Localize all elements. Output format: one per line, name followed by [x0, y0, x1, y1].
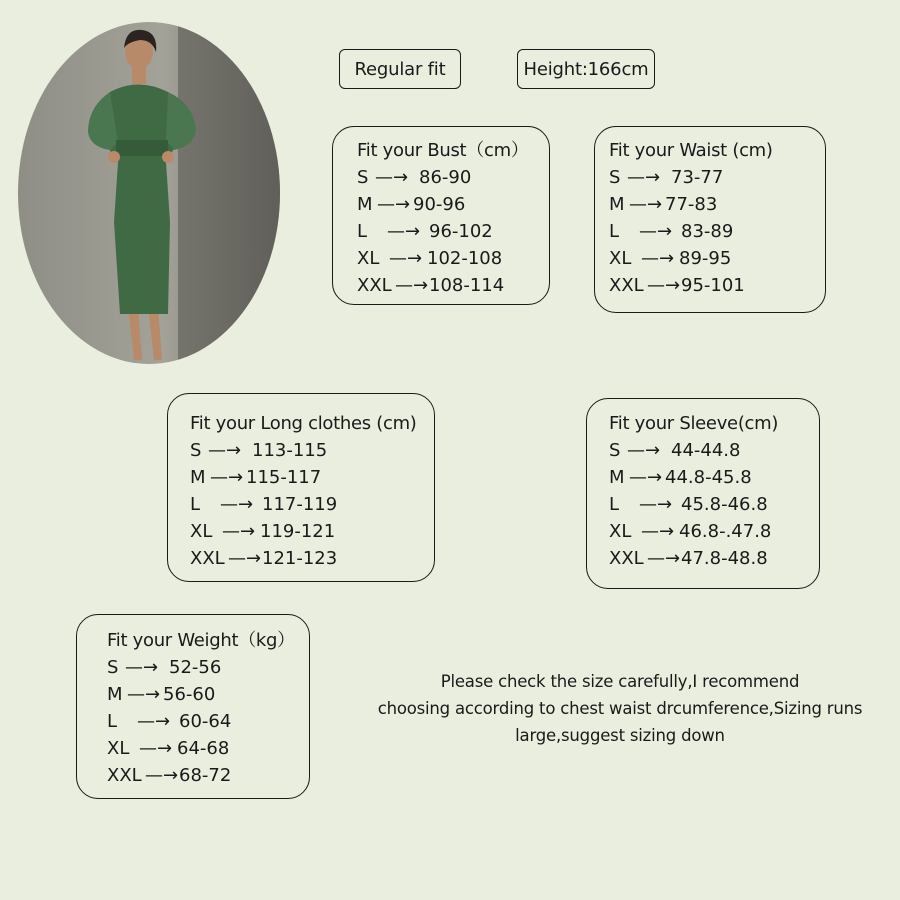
size-value: 64-68	[177, 738, 230, 759]
arrow-icon: —→	[125, 657, 159, 678]
size-row	[609, 191, 825, 218]
arrow-icon: —→	[228, 548, 262, 569]
arrow-icon: —→	[145, 765, 179, 786]
size-label: XXL	[609, 275, 644, 296]
sizing-note-line-2: choosing according to chest waist drcumference,Sizing runs	[377, 699, 863, 718]
size-row	[357, 218, 549, 245]
arrow-icon: —→	[647, 548, 681, 569]
length-size-card	[167, 393, 435, 582]
sleeve-size-card	[586, 398, 820, 589]
size-value: 44.8-45.8	[665, 467, 752, 488]
size-row	[190, 464, 434, 491]
arrow-icon: —→	[387, 221, 421, 242]
arrow-icon: —→	[627, 167, 661, 188]
size-value: 119-121	[260, 521, 336, 542]
size-row	[609, 164, 825, 191]
size-row	[190, 437, 434, 464]
size-label: S	[190, 440, 202, 461]
arrow-icon: —→	[208, 440, 242, 461]
size-label: S	[107, 657, 119, 678]
waist-card-title: Fit your Waist (cm)	[609, 140, 773, 161]
size-value: 90-96	[413, 194, 466, 215]
size-label: XL	[609, 521, 632, 542]
model-photo	[18, 22, 280, 364]
arrow-icon: —→	[627, 440, 661, 461]
size-value: 44-44.8	[671, 440, 741, 461]
size-row	[190, 518, 434, 545]
size-value: 86-90	[419, 167, 472, 188]
size-value: 60-64	[179, 711, 232, 732]
size-label: XL	[357, 248, 380, 269]
size-value: 102-108	[427, 248, 503, 269]
bust-card-title: Fit your Bust（cm）	[357, 140, 529, 161]
arrow-icon: —→	[375, 167, 409, 188]
size-row	[107, 762, 309, 789]
arrow-icon: —→	[639, 494, 673, 515]
size-label: XXL	[357, 275, 392, 296]
weight-size-card	[76, 614, 310, 799]
size-value: 115-117	[246, 467, 322, 488]
arrow-icon: —→	[641, 521, 675, 542]
size-row	[609, 545, 819, 572]
size-label: XL	[609, 248, 632, 269]
size-label: XXL	[107, 765, 142, 786]
size-value: 96-102	[429, 221, 493, 242]
sizing-note-line-3: large,suggest sizing down	[515, 726, 725, 745]
size-label: S	[357, 167, 369, 188]
size-row	[609, 464, 819, 491]
length-card-title: Fit your Long clothes (cm)	[190, 413, 417, 434]
arrow-icon: —→	[137, 711, 171, 732]
bust-size-card	[332, 126, 550, 305]
size-label: S	[609, 440, 621, 461]
size-value: 68-72	[179, 765, 232, 786]
size-value: 83-89	[681, 221, 734, 242]
size-row	[609, 245, 825, 272]
size-value: 46.8-.47.8	[679, 521, 772, 542]
size-label: L	[190, 494, 201, 515]
size-value: 117-119	[262, 494, 338, 515]
size-row	[609, 218, 825, 245]
size-row	[357, 164, 549, 191]
regular-fit-tag: Regular fit	[339, 49, 461, 89]
size-label: M	[609, 467, 625, 488]
size-row	[357, 245, 549, 272]
size-value: 56-60	[163, 684, 216, 705]
arrow-icon: —→	[222, 521, 256, 542]
size-label: L	[609, 494, 620, 515]
size-value: 45.8-46.8	[681, 494, 768, 515]
arrow-icon: —→	[639, 221, 673, 242]
size-value: 52-56	[169, 657, 222, 678]
sizing-note	[356, 668, 884, 749]
sizing-note-line-1: Please check the size carefully,I recommend	[440, 672, 800, 691]
size-row	[107, 735, 309, 762]
arrow-icon: —→	[641, 248, 675, 269]
arrow-icon: —→	[139, 738, 173, 759]
size-label: M	[357, 194, 373, 215]
sleeve-card-title: Fit your Sleeve(cm)	[609, 413, 779, 434]
weight-card-title: Fit your Weight（kg）	[107, 630, 295, 651]
size-value: 77-83	[665, 194, 718, 215]
arrow-icon: —→	[629, 467, 663, 488]
size-row	[609, 491, 819, 518]
size-value: 73-77	[671, 167, 724, 188]
model-in-green-dress-photo	[18, 22, 280, 364]
size-label: M	[107, 684, 123, 705]
size-row	[107, 681, 309, 708]
size-label: XXL	[190, 548, 225, 569]
arrow-icon: —→	[220, 494, 254, 515]
size-row	[357, 272, 549, 299]
arrow-icon: —→	[210, 467, 244, 488]
size-row	[190, 491, 434, 518]
size-label: L	[107, 711, 118, 732]
size-label: M	[609, 194, 625, 215]
size-row	[107, 708, 309, 735]
size-value: 121-123	[262, 548, 338, 569]
arrow-icon: —→	[377, 194, 411, 215]
size-label: L	[357, 221, 368, 242]
size-row	[609, 272, 825, 299]
waist-size-card	[594, 126, 826, 313]
arrow-icon: —→	[395, 275, 429, 296]
size-label: XL	[107, 738, 130, 759]
size-label: L	[609, 221, 620, 242]
size-value: 47.8-48.8	[681, 548, 768, 569]
size-row	[609, 437, 819, 464]
size-value: 89-95	[679, 248, 732, 269]
height-tag: Height:166cm	[517, 49, 655, 89]
size-label: XXL	[609, 548, 644, 569]
size-label: S	[609, 167, 621, 188]
size-label: M	[190, 467, 206, 488]
arrow-icon: —→	[389, 248, 423, 269]
arrow-icon: —→	[127, 684, 161, 705]
size-row	[609, 518, 819, 545]
size-row	[357, 191, 549, 218]
size-value: 113-115	[252, 440, 328, 461]
size-row	[190, 545, 434, 572]
size-value: 108-114	[429, 275, 505, 296]
arrow-icon: —→	[647, 275, 681, 296]
size-label: XL	[190, 521, 213, 542]
size-value: 95-101	[681, 275, 745, 296]
arrow-icon: —→	[629, 194, 663, 215]
size-row	[107, 654, 309, 681]
